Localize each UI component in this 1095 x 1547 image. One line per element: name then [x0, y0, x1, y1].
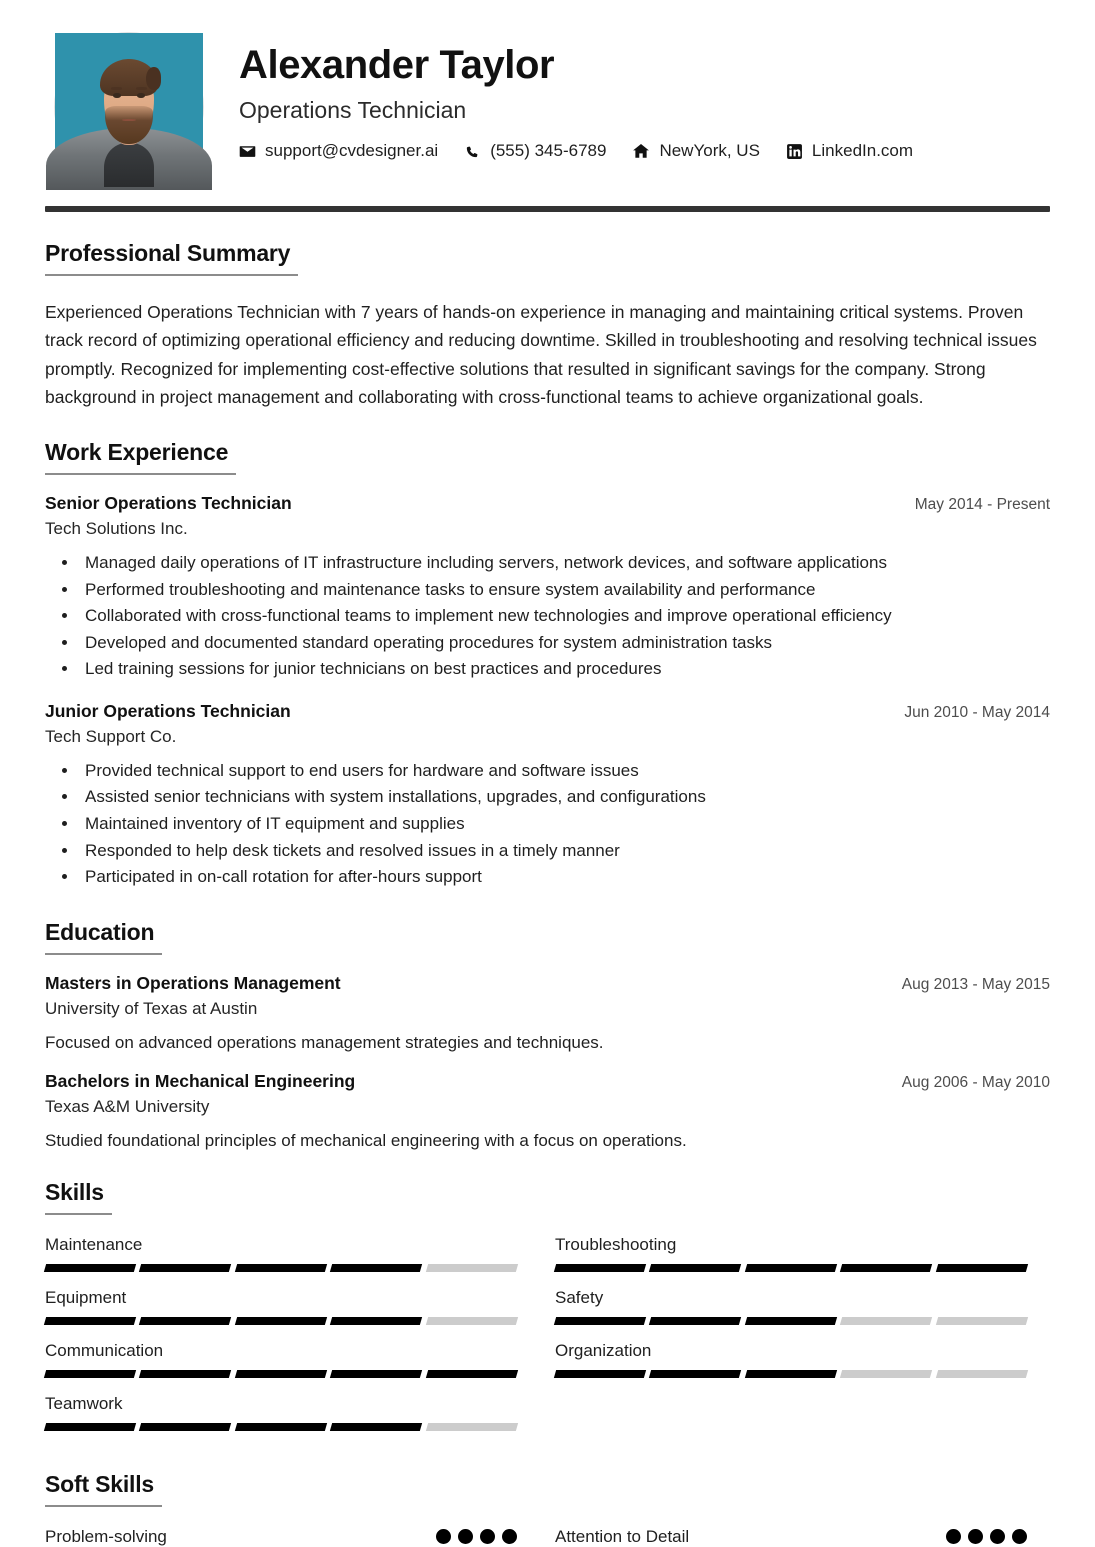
skill-segment-filled [44, 1370, 137, 1378]
skill-rating-bar [555, 1264, 1027, 1272]
linkedin-icon [786, 143, 803, 160]
skill-rating-bar [45, 1264, 517, 1272]
candidate-role: Operations Technician [239, 97, 467, 123]
skill-label: Safety [555, 1287, 604, 1307]
avatar-eyebrow-left [111, 87, 123, 90]
avatar [55, 33, 203, 181]
skill-segment-filled [554, 1370, 647, 1378]
skill-item [45, 1288, 517, 1337]
skill-segment-filled [44, 1317, 137, 1325]
skill-segment-empty [425, 1423, 518, 1431]
section-title-soft-skills: Soft Skills [45, 1471, 162, 1507]
skill-label: Maintenance [45, 1234, 143, 1254]
work-bullet: • Participated in on-call rotation for after-hours support [79, 864, 1050, 891]
contact-phone-text: (555) 345-6789 [490, 141, 607, 160]
section-professional-summary [45, 240, 1050, 411]
soft-skill-rating-dots [946, 1529, 1027, 1544]
section-skills [45, 1179, 1050, 1443]
work-bullet: • Maintained inventory of IT equipment and supplies [79, 811, 1050, 838]
skill-segment-filled [235, 1264, 328, 1272]
skill-rating-bar [45, 1370, 517, 1378]
education-description: Focused on advanced operations management strategies and techniques. [45, 1032, 604, 1052]
section-title-summary: Professional Summary [45, 240, 298, 276]
skill-segment-filled [649, 1264, 742, 1272]
work-job-title: Junior Operations Technician [45, 700, 291, 721]
work-bullet: • Assisted senior technicians with system installations, upgrades, and configurations [79, 784, 1050, 811]
skill-segment-filled [425, 1370, 518, 1378]
section-work-experience [45, 439, 1050, 890]
rating-dot-filled [502, 1529, 517, 1544]
skill-segment-filled [330, 1264, 423, 1272]
rating-dot-filled [458, 1529, 473, 1544]
avatar-eye-right [137, 93, 145, 98]
skill-rating-bar [45, 1423, 517, 1431]
skill-segment-empty [840, 1370, 933, 1378]
skill-segment-empty [425, 1317, 518, 1325]
skill-segment-filled [554, 1264, 647, 1272]
skill-segment-filled [935, 1264, 1028, 1272]
work-bullet: • Provided technical support to end users for hardware and software issues [79, 758, 1050, 785]
work-bullet: • Managed daily operations of IT infrastructure including servers, network devices, and software applications [79, 550, 1050, 577]
education-description: Studied foundational principles of mechanical engineering with a focus on operations. [45, 1130, 687, 1150]
rating-dot-filled [990, 1529, 1005, 1544]
contact-list [239, 141, 913, 161]
work-bullet: • Led training sessions for junior technicians on best practices and procedures [79, 656, 1050, 683]
skill-segment-filled [745, 1370, 838, 1378]
education-degree: Masters in Operations Management [45, 972, 341, 993]
skill-item [555, 1341, 1027, 1390]
soft-skills-grid [45, 1527, 1050, 1547]
summary-text: Experienced Operations Technician with 7 years of hands-on experience in managing and maintaining critical systems. Proven track record of optimizing operational efficiency and reducing downtime. Skilled in troubleshooting and resolving technical issues promptly. Recognized for implementing cost-effective solutions that resulted in significant savings for the company. Strong background in project management and collaborating with cross-functional teams to achieve organizational goals. [45, 302, 1037, 408]
work-entry-header [45, 701, 1050, 722]
contact-linkedin-text: LinkedIn.com [811, 141, 914, 160]
skill-segment-filled [649, 1317, 742, 1325]
skill-segment-filled [330, 1317, 423, 1325]
work-bullet: • Developed and documented standard operating procedures for system administration tasks [79, 630, 1050, 657]
contact-email[interactable] [239, 141, 438, 161]
skill-segment-filled [235, 1370, 328, 1378]
work-job-title: Senior Operations Technician [45, 493, 292, 514]
section-title-skills: Skills [45, 1179, 112, 1215]
education-entry-header [45, 1071, 1050, 1092]
skill-segment-filled [330, 1423, 423, 1431]
skill-rating-bar [45, 1317, 517, 1325]
contact-linkedin[interactable] [786, 141, 913, 161]
skill-segment-filled [554, 1317, 647, 1325]
work-entry-header [45, 493, 1050, 514]
work-bullet-list [79, 550, 1050, 683]
rating-dot-filled [946, 1529, 961, 1544]
avatar-eyebrow-right [136, 87, 148, 90]
soft-skill-item [555, 1527, 1027, 1547]
skill-segment-filled [44, 1423, 137, 1431]
education-entry [45, 973, 1050, 1053]
skill-segment-filled [139, 1317, 232, 1325]
education-date: Aug 2006 - May 2010 [901, 1073, 1050, 1091]
skill-rating-bar [555, 1370, 1027, 1378]
contact-location[interactable] [632, 141, 759, 161]
skill-segment-filled [649, 1370, 742, 1378]
education-date: Aug 2013 - May 2015 [901, 975, 1050, 993]
work-entry [45, 701, 1050, 891]
education-entry [45, 1071, 1050, 1151]
skill-segment-filled [840, 1264, 933, 1272]
skill-segment-filled [745, 1264, 838, 1272]
work-bullet: • Performed troubleshooting and maintenance tasks to ensure system availability and performance [79, 577, 1050, 604]
soft-skill-item [45, 1527, 517, 1547]
rating-dot-filled [480, 1529, 495, 1544]
work-company: Tech Support Co. [45, 726, 177, 746]
rating-dot-filled [436, 1529, 451, 1544]
skill-segment-filled [330, 1370, 423, 1378]
candidate-name: Alexander Taylor [239, 43, 555, 87]
skill-item [555, 1235, 1027, 1284]
section-education [45, 919, 1050, 1151]
work-bullet: • Collaborated with cross-functional teams to implement new technologies and improve operational efficiency [79, 603, 1050, 630]
skill-segment-empty [935, 1370, 1028, 1378]
skill-item [45, 1341, 517, 1390]
home-icon [632, 142, 650, 160]
work-company: Tech Solutions Inc. [45, 519, 188, 539]
rating-dot-filled [968, 1529, 983, 1544]
contact-phone[interactable] [464, 141, 606, 161]
skill-label: Organization [555, 1340, 652, 1360]
section-title-work: Work Experience [45, 439, 236, 475]
contact-location-text: NewYork, US [659, 141, 760, 160]
skill-segment-empty [935, 1317, 1028, 1325]
section-soft-skills [45, 1471, 1050, 1547]
skill-segment-filled [139, 1370, 232, 1378]
work-entry [45, 493, 1050, 683]
skill-segment-filled [139, 1264, 232, 1272]
skill-segment-filled [235, 1423, 328, 1431]
skill-label: Communication [45, 1340, 164, 1360]
resume-header [45, 0, 1050, 181]
contact-email-text: support@cvdesigner.ai [265, 141, 439, 160]
education-school: Texas A&M University [45, 1096, 210, 1116]
education-degree: Bachelors in Mechanical Engineering [45, 1070, 356, 1091]
soft-skill-label: Problem-solving [45, 1526, 167, 1546]
envelope-icon [239, 143, 256, 160]
skill-segment-filled [745, 1317, 838, 1325]
skills-grid [45, 1235, 1050, 1443]
work-job-date: Jun 2010 - May 2014 [904, 703, 1050, 721]
header-text-block [203, 33, 913, 161]
avatar-shirt [104, 143, 154, 187]
skill-segment-empty [425, 1264, 518, 1272]
skill-label: Equipment [45, 1287, 127, 1307]
skill-rating-bar [555, 1317, 1027, 1325]
work-job-date: May 2014 - Present [914, 496, 1050, 514]
skill-segment-filled [139, 1423, 232, 1431]
skill-label: Teamwork [45, 1393, 123, 1413]
soft-skill-rating-dots [436, 1529, 517, 1544]
skill-segment-filled [44, 1264, 137, 1272]
rating-dot-filled [1012, 1529, 1027, 1544]
skill-item [45, 1394, 517, 1443]
skill-segment-filled [235, 1317, 328, 1325]
phone-icon [464, 143, 481, 160]
education-school: University of Texas at Austin [45, 998, 258, 1018]
section-title-education: Education [45, 919, 162, 955]
skill-label: Troubleshooting [555, 1234, 677, 1254]
work-bullet-list [79, 758, 1050, 891]
header-divider [45, 206, 1050, 212]
soft-skill-label: Attention to Detail [555, 1526, 690, 1546]
skill-item [45, 1235, 517, 1284]
work-bullet: • Responded to help desk tickets and resolved issues in a timely manner [79, 838, 1050, 865]
skill-item [555, 1288, 1027, 1337]
education-entry-header [45, 973, 1050, 994]
skill-segment-empty [840, 1317, 933, 1325]
avatar-mouth [122, 119, 135, 121]
avatar-eye-left [113, 93, 121, 98]
